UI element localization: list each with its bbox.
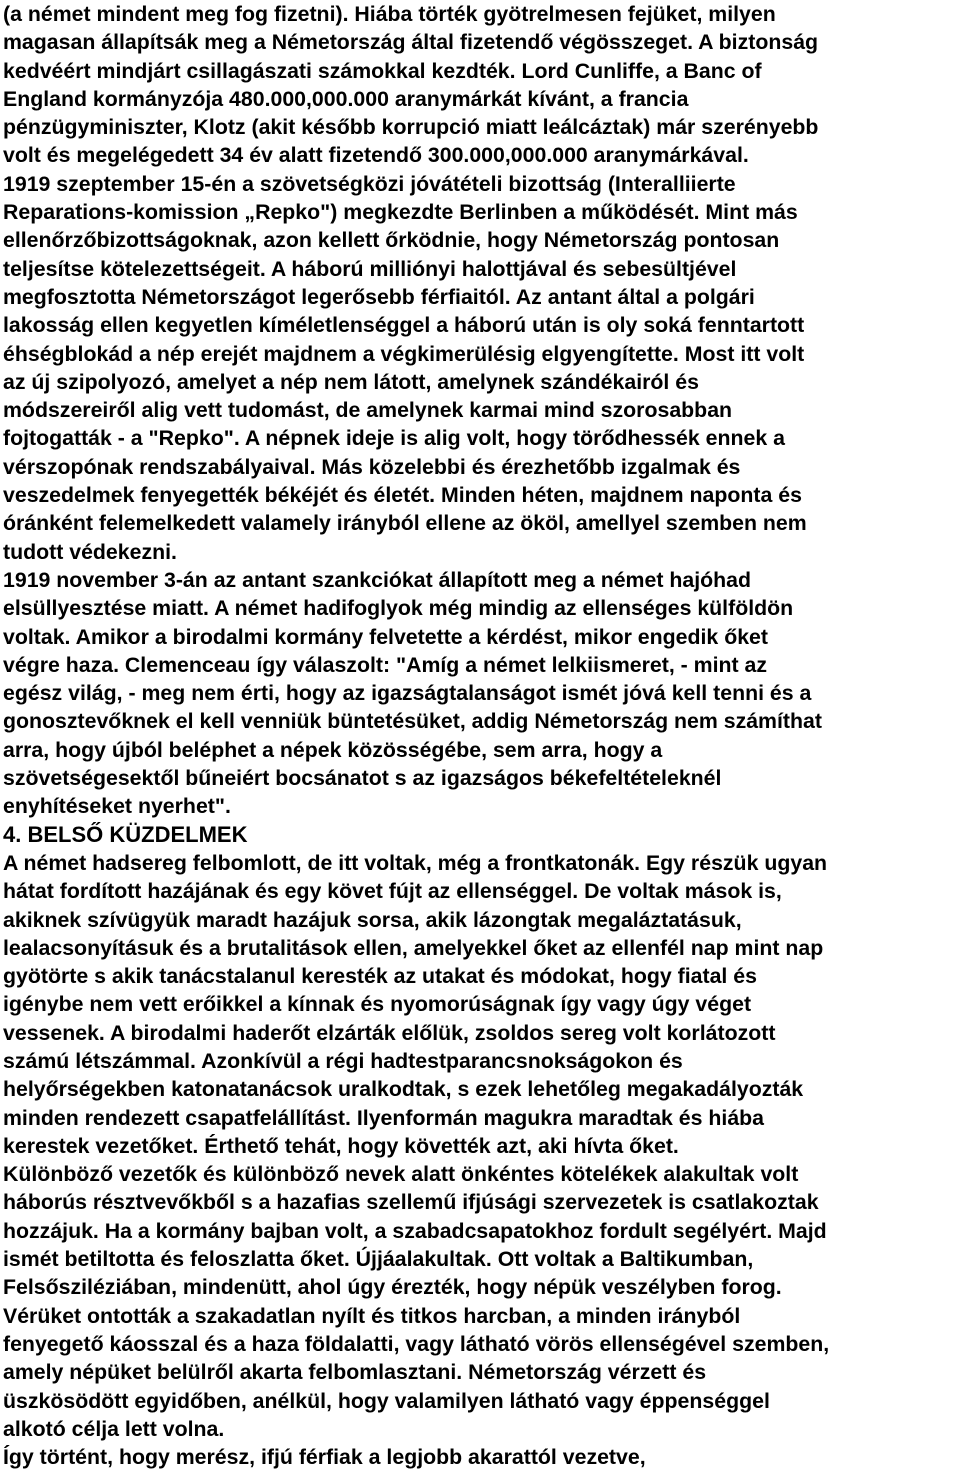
text-line: 1919 szeptember 15-én a szövetségközi jóvátételi bizottság (Interalliierte [3, 171, 736, 196]
text-line: egész világ, - meg nem érti, hogy az igazságtalanságot ismét jóvá kell tenni és a [3, 681, 812, 706]
text-line: enyhítéseket nyerhet". [3, 794, 231, 819]
text-line: elsüllyesztése miatt. A német hadifoglyok még mindig az ellenséges külföldön [3, 596, 794, 621]
text-line: fenyegető káosszal és a haza földalatti, vagy látható vörös ellenségével szemben, [3, 1331, 830, 1356]
text-line: helyőrségekben katonatanácsok uralkodtak, s ezek lehetőleg megakadályozták [3, 1077, 804, 1102]
text-line: Reparations-komission „Repko") megkezdte Berlinben a működését. Mint más [3, 200, 798, 225]
text-line: vessenek. A birodalmi haderőt elzárták előlük, zsoldos sereg volt korlátozott [3, 1020, 776, 1045]
text-line: ellenőrzőbizottságoknak, azon kellett őrködnie, hogy Németország pontosan [3, 228, 780, 253]
text-line: Különböző vezetők és különböző nevek alatt önkéntes kötelékek alakultak volt [3, 1162, 799, 1187]
text-line: alkotó célja lett volna. [3, 1416, 225, 1441]
text-line: amely népüket belülről akarta felbomlasztani. Németország vérzett és [3, 1360, 707, 1385]
text-line: lakosság ellen kegyetlen kíméletlenséggel a háború után is oly soká fenntartott [3, 313, 805, 338]
text-line: gonosztevőknek el kell venniük büntetésüket, addig Németország nem számíthat [3, 709, 822, 734]
text-line: végre haza. Clemenceau így válaszolt: "Amíg a német lelkiismeret, - mint az [3, 652, 768, 677]
text-line: pénzügyminiszter, Klotz (akit később korrupció miatt leálcáztak) már szerényebb [3, 115, 819, 140]
text-line: arra, hogy újból beléphet a népek közösségébe, sem arra, hogy a [3, 737, 663, 762]
text-line: módszereiről alig vett tudomást, de amelynek karmai mind szorosabban [3, 398, 733, 423]
text-line: magasan állapítsák meg a Németország által fizetendő végösszeget. A biztonság [3, 30, 819, 55]
text-line: Vérüket ontották a szakadatlan nyílt és titkos harcban, a minden irányból [3, 1303, 741, 1328]
text-line: lealacsonyításuk és a brutalitások ellen, amelyekkel őket az ellenfél nap mint nap [3, 935, 824, 960]
text-line: óránként felemelkedett valamely irányból ellene az ököl, amellyel szemben nem [3, 511, 807, 536]
text-line: akiknek szívügyük maradt hazájuk sorsa, akik lázongtak megaláztatásuk, [3, 907, 742, 932]
text-line: az új szipolyozó, amelyet a nép nem látott, amelynek szándékairól és [3, 369, 699, 394]
text-line: (a német mindent meg fog fizetni). Hiába törték gyötrelmesen fejüket, milyen [3, 2, 776, 26]
text-line: England kormányzója 480.000,000.000 aranymárkát kívánt, a francia [3, 86, 689, 111]
text-line: hozzájuk. Ha a kormány bajban volt, a szabadcsapatokhoz fordult segélyért. Majd [3, 1218, 827, 1243]
text-line: A német hadsereg felbomlott, de itt voltak, még a frontkatonák. Egy részük ugyan [3, 850, 828, 875]
text-line: éhségblokád a nép erejét majdnem a végkimerülésig elgyengítette. Most itt volt [3, 341, 805, 366]
text-line: hátat fordított hazájának és egy követ fújt az ellenséggel. De voltak mások is, [3, 879, 782, 904]
text-line: gyötörte s akik tanácstalanul keresték az utakat és módokat, hogy fiatal és [3, 964, 757, 989]
text-block-before-heading [3, 0, 952, 821]
text-line: kedvéért mindjárt csillagászati számokkal kezdték. Lord Cunliffe, a Banc of [3, 58, 762, 83]
text-line: 1919 november 3-án az antant szankciókat állapított meg a német hajóhad [3, 567, 751, 592]
text-line: Felsősziléziában, mindenütt, ahol úgy érezték, hogy népük veszélyben forog. [3, 1275, 782, 1300]
text-line: számú létszámmal. Azonkívül a régi hadtestparancsnokságokon és [3, 1048, 683, 1073]
text-line: volt és megelégedett 34 év alatt fizetendő 300.000,000.000 aranymárkával. [3, 143, 749, 168]
text-line: teljesítse kötelezettségeit. A háború milliónyi halottjával és sebesültjével [3, 256, 737, 281]
text-line: fojtogatták - a "Repko". A népnek ideje is alig volt, hogy törődhessék ennek a [3, 426, 785, 451]
text-line: igénybe nem vett erőikkel a kínnak és nyomorúságnak így vagy úgy véget [3, 992, 752, 1017]
text-line: voltak. Amikor a birodalmi kormány felvetette a kérdést, mikor engedik őket [3, 624, 768, 649]
text-block-after-heading [3, 849, 952, 1472]
text-line: veszedelmek fenyegették békéjét és életét. Minden héten, majdnem naponta és [3, 483, 802, 508]
text-line: minden rendezett csapatfelállítást. Ilyenformán magukra maradtak és hiába [3, 1105, 765, 1130]
section-heading: 4. BELSŐ KÜZDELMEK [3, 821, 248, 847]
text-line: háborús résztvevőkből s a hazafias szellemű ifjúsági szervezetek is csatlakoztak [3, 1190, 819, 1215]
text-line: üszkösödött egyidőben, anélkül, hogy valamilyen látható vagy éppenséggel [3, 1388, 770, 1413]
text-line: szövetségesektől bűneiért bocsánatot s az igazságos békefeltételeknél [3, 766, 722, 791]
text-line: kerestek vezetőket. Érthető tehát, hogy követték azt, aki hívta őket. [3, 1133, 679, 1158]
text-line: Így történt, hogy merész, ifjú férfiak a legjobb akarattól vezetve, [3, 1445, 646, 1470]
text-line: vérszopónak rendszabályaival. Más közelebbi és érezhetőbb izgalmak és [3, 454, 741, 479]
text-line: ismét betiltotta és feloszlatta őket. Újjáalakultak. Ott voltak a Baltikumban, [3, 1247, 754, 1272]
text-line: tudott védekezni. [3, 539, 177, 564]
text-line: megfosztotta Németországot legerősebb férfiaitól. Az antant által a polgári [3, 284, 755, 309]
